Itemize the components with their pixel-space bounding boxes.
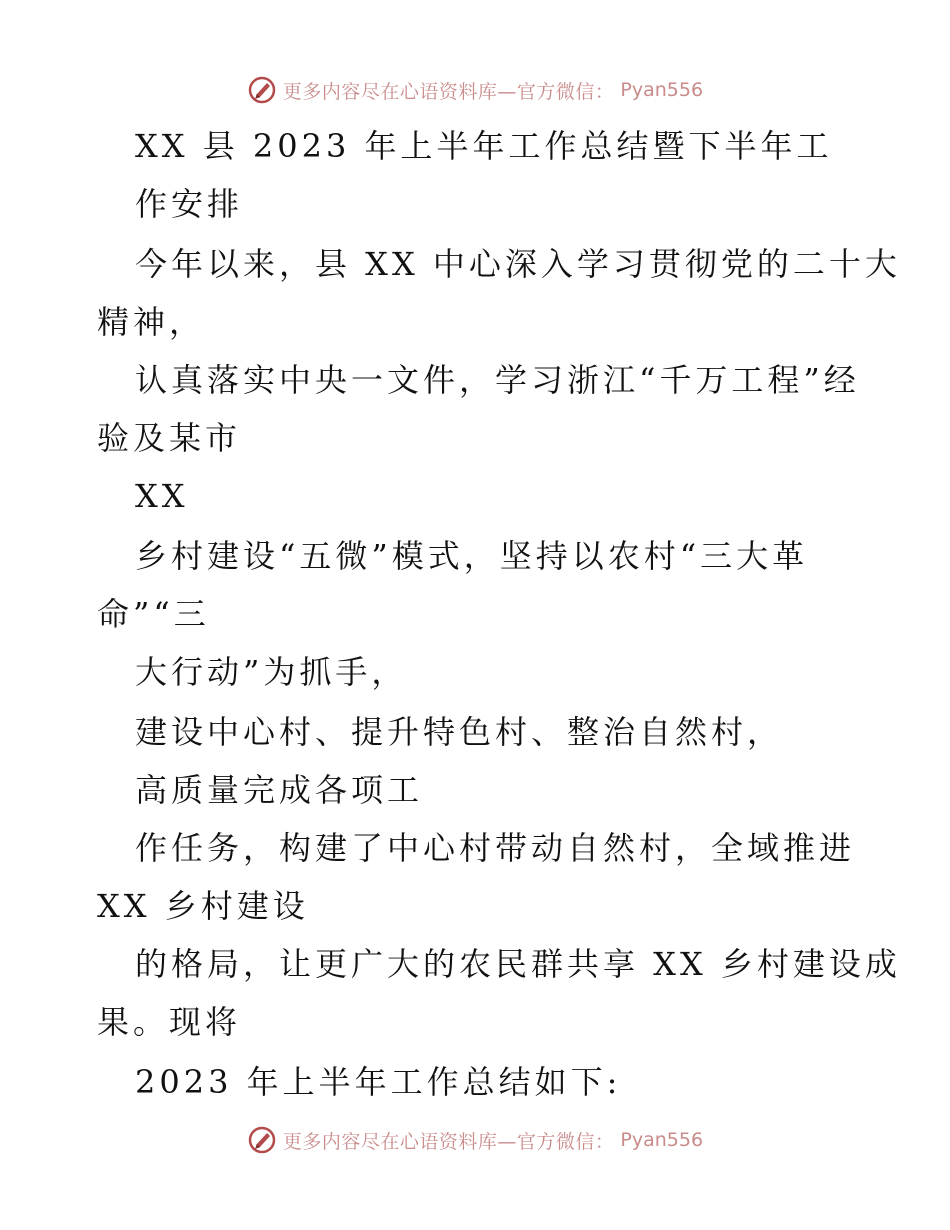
body-line: XX (135, 477, 189, 515)
body-line: 大行动”为抓手， (135, 653, 408, 691)
body-line: XX 乡村建设 (97, 887, 309, 925)
body-line: 作任务，构建了中心村带动自然村，全域推进 (135, 829, 856, 867)
body-line: 的格局，让更广大的农民群共享 XX 乡村建设成 (135, 945, 901, 983)
body-line: 命”“三 (97, 595, 210, 633)
watermark-text: 更多内容尽在心语资料库—官方微信： (282, 80, 615, 103)
body-line: 建设中心村、提升特色村、整治自然村， (135, 713, 784, 751)
body-line: 认真落实中央一文件，学习浙江“千万工程”经 (135, 361, 860, 399)
title-line-2: 作安排 (135, 185, 244, 223)
body-line: 果。现将 (97, 1003, 242, 1041)
watermark-handle: Pyan556 (620, 79, 704, 101)
pen-logo-icon (247, 1125, 277, 1155)
body-line: 今年以来，县 XX 中心深入学习贯彻党的二十大 (135, 245, 901, 283)
watermark-footer (0, 1120, 950, 1160)
watermark-handle: Pyan556 (620, 1129, 704, 1151)
body-line: 高质量完成各项工 (135, 771, 424, 809)
body-line: 2023 年上半年工作总结如下: (135, 1063, 622, 1101)
watermark-text: 更多内容尽在心语资料库—官方微信： (282, 1130, 615, 1153)
body-line: 乡村建设“五微”模式，坚持以农村“三大革 (135, 537, 809, 575)
watermark-header (0, 70, 950, 110)
body-line: 精神， (97, 303, 206, 341)
title-line-1: XX 县 2023 年上半年工作总结暨下半年工 (135, 127, 833, 165)
pen-logo-icon (247, 75, 277, 105)
body-line: 验及某市 (97, 419, 242, 457)
